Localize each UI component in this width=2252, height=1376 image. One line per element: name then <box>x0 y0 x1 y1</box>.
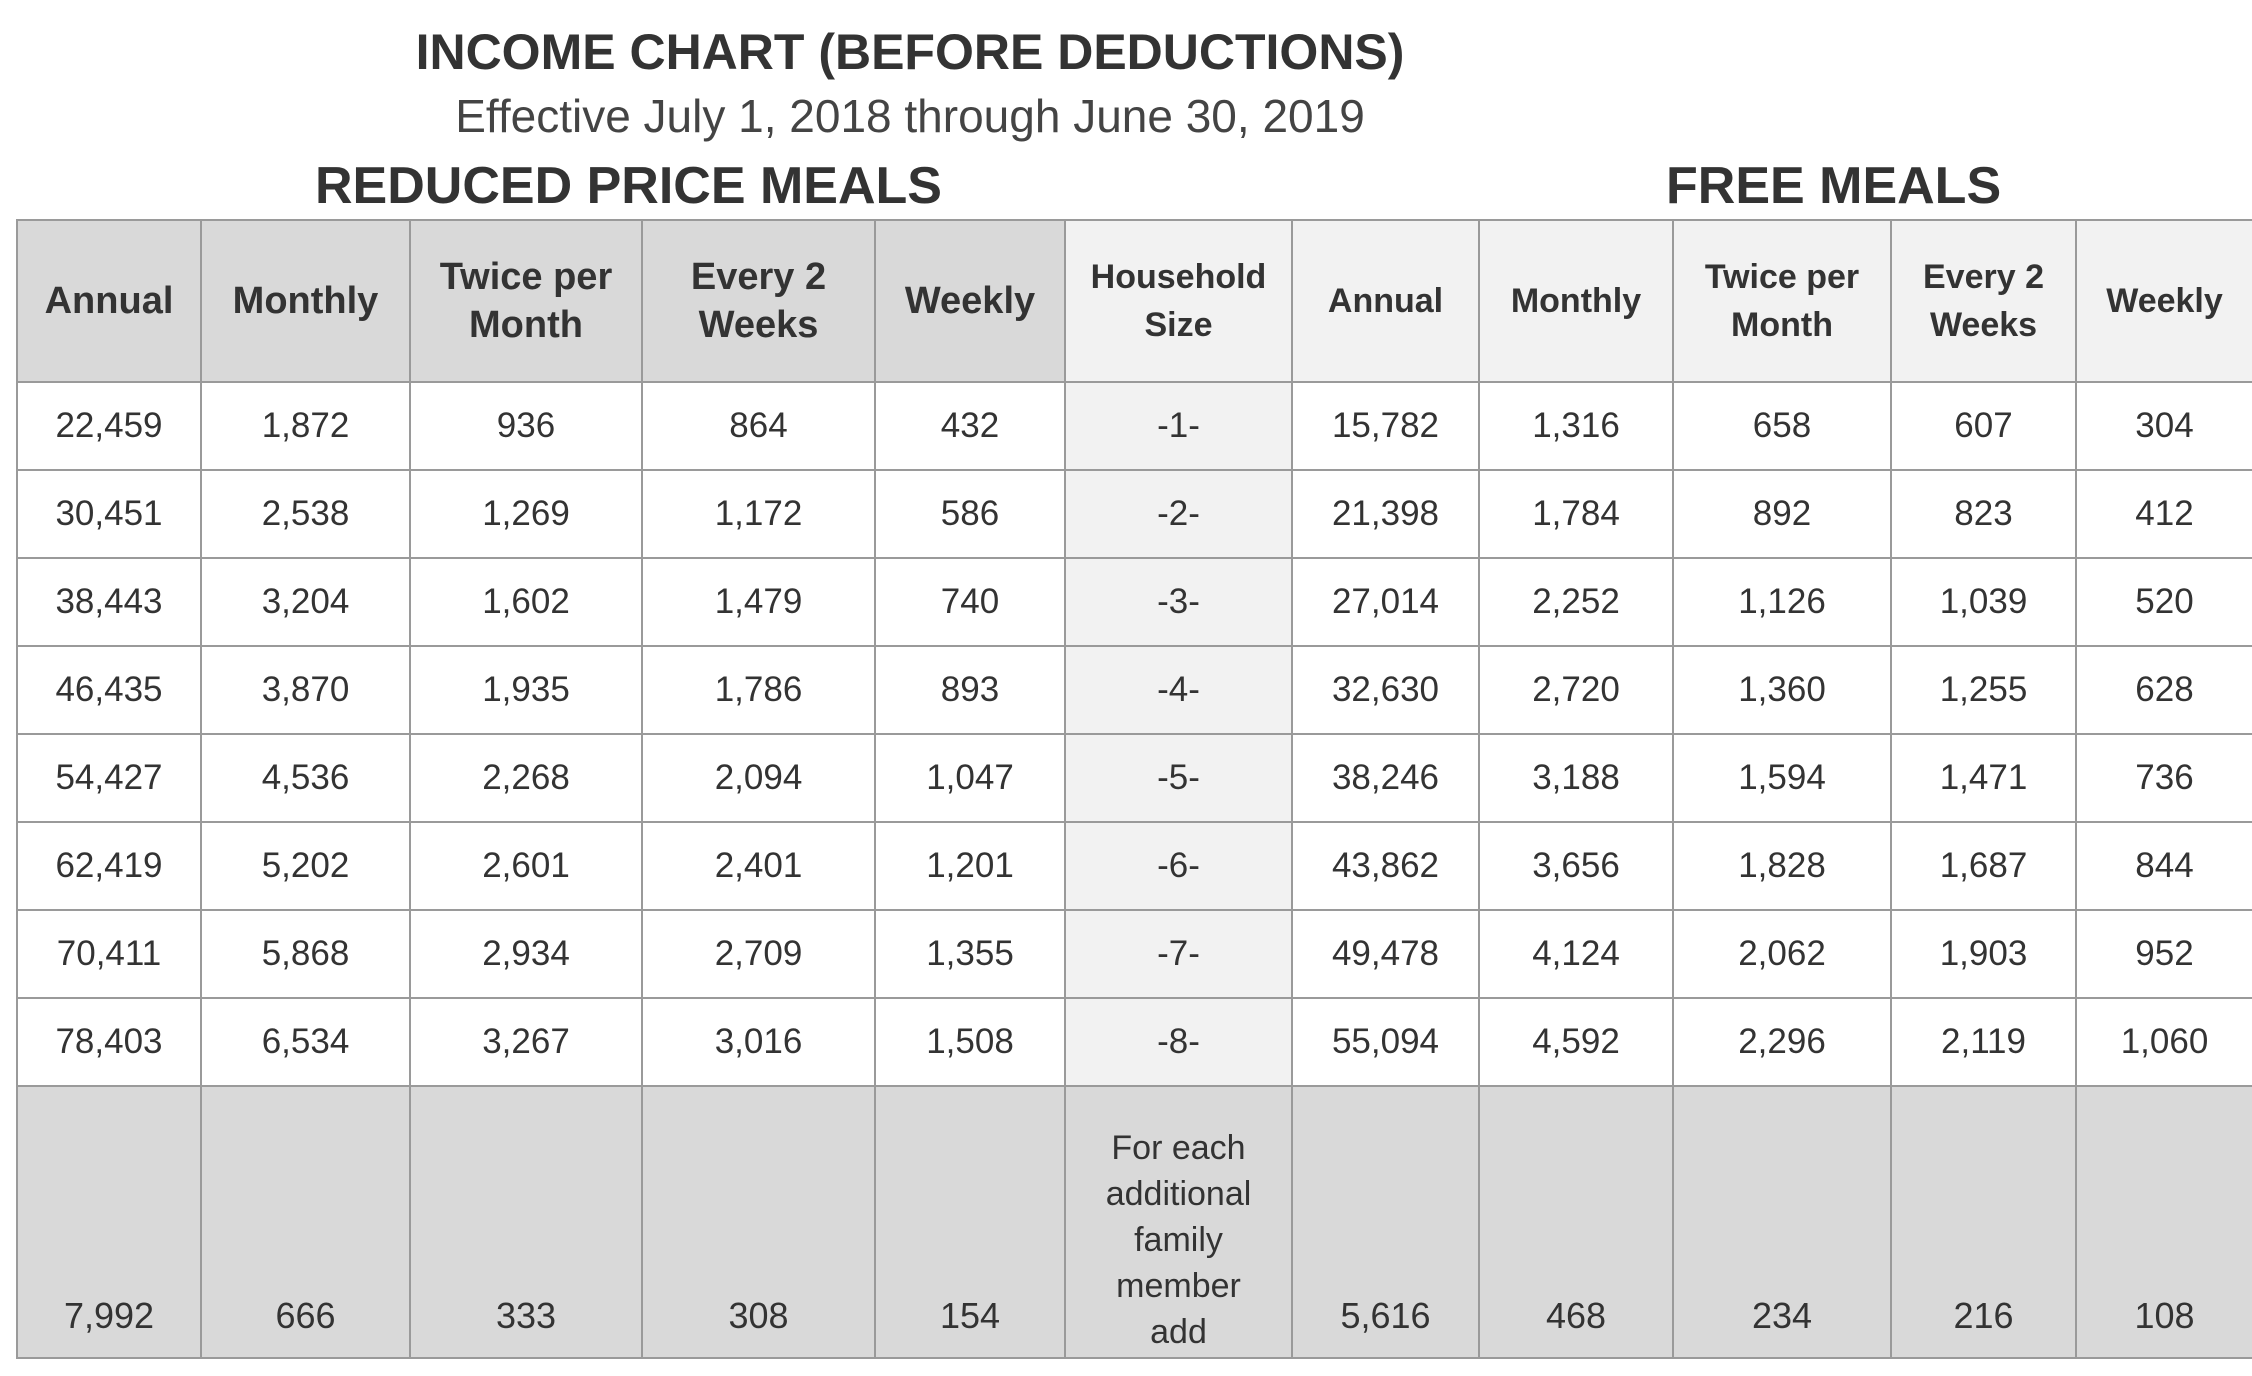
table-cell: 3,016 <box>642 998 875 1086</box>
table-cell: 49,478 <box>1292 910 1479 998</box>
income-table <box>16 219 2252 1359</box>
table-cell: 2,401 <box>642 822 875 910</box>
table-cell: 3,267 <box>410 998 642 1086</box>
table-cell: 1,786 <box>642 646 875 734</box>
table-cell: 108 <box>2076 1086 2252 1358</box>
table-cell: 6,534 <box>201 998 410 1086</box>
table-cell: 658 <box>1673 382 1891 470</box>
household-size-cell: -7- <box>1065 910 1292 998</box>
additional-member-label: For each additional family member add <box>1105 1129 1252 1351</box>
table-cell: 1,269 <box>410 470 642 558</box>
table-cell: 607 <box>1891 382 2076 470</box>
table-cell: 38,443 <box>17 558 201 646</box>
table-cell: 1,060 <box>2076 998 2252 1086</box>
table-cell: 2,720 <box>1479 646 1673 734</box>
table-cell: 2,268 <box>410 734 642 822</box>
table-row <box>17 646 2252 734</box>
household-size-cell: -1- <box>1065 382 1292 470</box>
table-cell: 15,782 <box>1292 382 1479 470</box>
table-cell: 1,355 <box>875 910 1065 998</box>
table-cell: 1,602 <box>410 558 642 646</box>
table-cell: 308 <box>642 1086 875 1358</box>
table-cell: 844 <box>2076 822 2252 910</box>
table-cell: 333 <box>410 1086 642 1358</box>
table-cell: 864 <box>642 382 875 470</box>
table-cell: 2,119 <box>1891 998 2076 1086</box>
table-row <box>17 382 2252 470</box>
table-cell: 893 <box>875 646 1065 734</box>
table-cell: 4,592 <box>1479 998 1673 1086</box>
table-cell: 1,687 <box>1891 822 2076 910</box>
table-cell: 54,427 <box>17 734 201 822</box>
table-cell: 304 <box>2076 382 2252 470</box>
table-cell: 7,992 <box>17 1086 201 1358</box>
table-cell: 1,316 <box>1479 382 1673 470</box>
table-cell: 5,616 <box>1292 1086 1479 1358</box>
table-cell: 22,459 <box>17 382 201 470</box>
table-row <box>17 470 2252 558</box>
additional-member-row <box>17 1086 2252 1358</box>
table-cell: 46,435 <box>17 646 201 734</box>
table-cell: 27,014 <box>1292 558 1479 646</box>
table-cell: 1,047 <box>875 734 1065 822</box>
household-size-cell: -5- <box>1065 734 1292 822</box>
table-cell: 2,296 <box>1673 998 1891 1086</box>
table-cell: 30,451 <box>17 470 201 558</box>
table-cell: 38,246 <box>1292 734 1479 822</box>
table-cell: 740 <box>875 558 1065 646</box>
table-cell: 1,201 <box>875 822 1065 910</box>
table-cell: 628 <box>2076 646 2252 734</box>
table-cell: 2,094 <box>642 734 875 822</box>
table-cell: 1,360 <box>1673 646 1891 734</box>
table-cell: 3,204 <box>201 558 410 646</box>
household-size-cell: -6- <box>1065 822 1292 910</box>
header-free-weekly: Weekly <box>2076 220 2252 382</box>
table-row <box>17 822 2252 910</box>
header-reduced-monthly: Monthly <box>201 220 410 382</box>
table-cell: 1,508 <box>875 998 1065 1086</box>
table-cell: 2,252 <box>1479 558 1673 646</box>
table-cell: 216 <box>1891 1086 2076 1358</box>
table-cell: 2,062 <box>1673 910 1891 998</box>
header-reduced-every-2-weeks: Every 2 Weeks <box>642 220 875 382</box>
table-row <box>17 998 2252 1086</box>
table-cell: 32,630 <box>1292 646 1479 734</box>
header-free-twice-per-month: Twice per Month <box>1673 220 1891 382</box>
section-title-reduced: REDUCED PRICE MEALS <box>315 157 942 215</box>
header-reduced-weekly: Weekly <box>875 220 1065 382</box>
table-cell: 1,255 <box>1891 646 2076 734</box>
table-cell: 3,870 <box>201 646 410 734</box>
table-cell: 1,039 <box>1891 558 2076 646</box>
table-cell: 2,538 <box>201 470 410 558</box>
table-cell: 154 <box>875 1086 1065 1358</box>
page-title: INCOME CHART (BEFORE DEDUCTIONS) <box>415 24 1405 80</box>
table-cell: 4,124 <box>1479 910 1673 998</box>
table-cell: 1,471 <box>1891 734 2076 822</box>
household-size-cell: -4- <box>1065 646 1292 734</box>
page-subtitle: Effective July 1, 2018 through June 30, 2019 <box>455 90 1365 142</box>
household-size-cell: -2- <box>1065 470 1292 558</box>
table-cell: 412 <box>2076 470 2252 558</box>
table-cell: 892 <box>1673 470 1891 558</box>
table-cell: 520 <box>2076 558 2252 646</box>
table-cell: 3,188 <box>1479 734 1673 822</box>
table-cell: 21,398 <box>1292 470 1479 558</box>
table-cell: 3,656 <box>1479 822 1673 910</box>
section-title-free: FREE MEALS <box>1666 157 2002 215</box>
table-cell: 70,411 <box>17 910 201 998</box>
table-cell: 43,862 <box>1292 822 1479 910</box>
table-row <box>17 910 2252 998</box>
table-cell: 952 <box>2076 910 2252 998</box>
table-cell: 1,828 <box>1673 822 1891 910</box>
table-cell: 432 <box>875 382 1065 470</box>
table-cell: 2,709 <box>642 910 875 998</box>
table-cell: 55,094 <box>1292 998 1479 1086</box>
table-cell: 936 <box>410 382 642 470</box>
additional-member-label-cell <box>1065 1086 1292 1358</box>
header-reduced-annual: Annual <box>17 220 201 382</box>
header-free-every-2-weeks: Every 2 Weeks <box>1891 220 2076 382</box>
header-free-annual: Annual <box>1292 220 1479 382</box>
household-size-cell: -8- <box>1065 998 1292 1086</box>
header-household-size: Household Size <box>1065 220 1292 382</box>
table-cell: 1,479 <box>642 558 875 646</box>
household-size-cell: -3- <box>1065 558 1292 646</box>
table-cell: 1,172 <box>642 470 875 558</box>
table-cell: 1,126 <box>1673 558 1891 646</box>
table-cell: 234 <box>1673 1086 1891 1358</box>
table-cell: 1,594 <box>1673 734 1891 822</box>
table-cell: 2,601 <box>410 822 642 910</box>
header-reduced-twice-per-month: Twice per Month <box>410 220 642 382</box>
table-cell: 78,403 <box>17 998 201 1086</box>
header-row <box>17 220 2252 382</box>
table-row <box>17 734 2252 822</box>
header-free-monthly: Monthly <box>1479 220 1673 382</box>
table-cell: 5,868 <box>201 910 410 998</box>
table-cell: 1,784 <box>1479 470 1673 558</box>
table-cell: 1,872 <box>201 382 410 470</box>
table-cell: 586 <box>875 470 1065 558</box>
table-cell: 468 <box>1479 1086 1673 1358</box>
table-row <box>17 558 2252 646</box>
table-cell: 62,419 <box>17 822 201 910</box>
table-cell: 2,934 <box>410 910 642 998</box>
table-cell: 736 <box>2076 734 2252 822</box>
table-cell: 5,202 <box>201 822 410 910</box>
table-cell: 666 <box>201 1086 410 1358</box>
table-cell: 4,536 <box>201 734 410 822</box>
table-cell: 1,903 <box>1891 910 2076 998</box>
table-cell: 1,935 <box>410 646 642 734</box>
table-cell: 823 <box>1891 470 2076 558</box>
